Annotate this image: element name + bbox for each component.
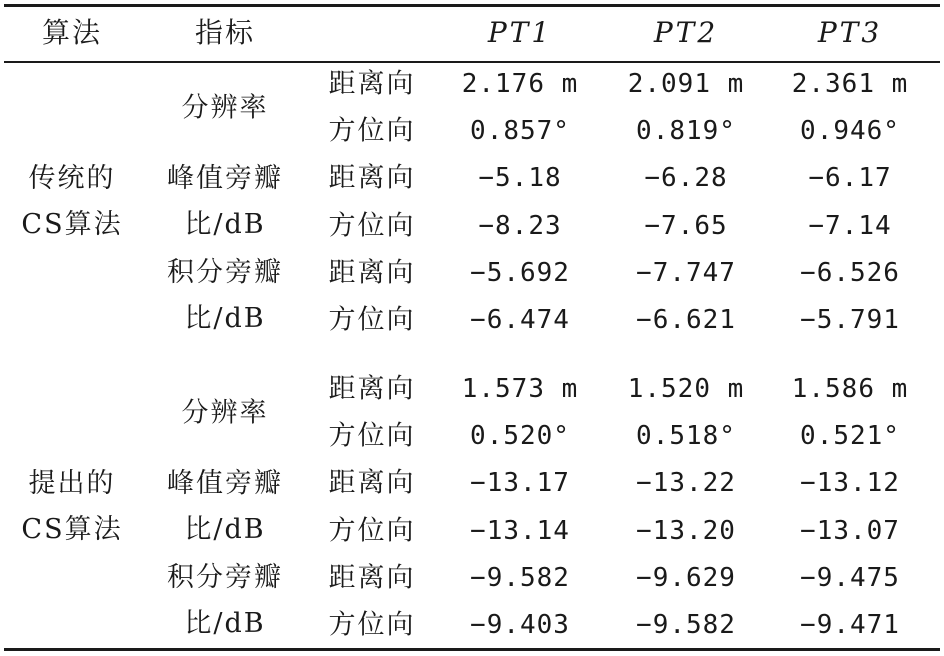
direction-label: 方位向 [328,515,416,547]
table-bottom-rule [4,648,940,651]
value-pt3: −9.475 [800,562,900,593]
algorithm-label-line: 传统的 [28,163,116,194]
value-pt1: 0.520° [470,421,570,452]
metric-label-line: 比/dB [184,209,266,240]
value-pt1: 1.573 m [461,374,579,404]
direction-label: 距离向 [328,562,416,594]
metric-label: 分辨率 [181,92,269,124]
metric-label-line: 峰值旁瓣 [167,163,283,194]
direction-label: 方位向 [328,420,416,452]
value-pt1: −5.18 [478,163,562,194]
table-header-rule [4,61,940,63]
value-pt2: −9.582 [636,610,736,640]
value-pt1: −13.17 [470,468,570,499]
value-pt2: −13.20 [636,515,736,546]
value-pt3: 0.946° [800,116,900,147]
value-pt1: 2.176 m [461,69,579,99]
metric-label-line: 积分旁瓣 [167,562,283,594]
value-pt2: 0.819° [636,116,736,147]
direction-label: 距离向 [328,373,416,405]
direction-label: 方位向 [328,210,416,242]
value-pt3: 1.586 m [791,374,909,404]
value-pt1: −9.582 [470,562,570,593]
metric-label-line: 比/dB [184,514,266,545]
direction-label: 方位向 [328,609,416,641]
value-pt2: −13.22 [636,468,736,499]
value-pt3: 2.361 m [791,69,909,99]
value-pt2: −7.65 [644,210,728,241]
value-pt2: −6.28 [644,163,728,194]
value-pt1: −6.474 [470,305,570,335]
value-pt2: −6.621 [636,305,736,335]
value-pt2: 2.091 m [627,69,745,99]
direction-label: 距离向 [328,467,416,499]
metric-label [167,461,283,553]
value-pt1: 0.857° [470,116,570,147]
direction-label: 方位向 [328,115,416,147]
table-top-rule [4,4,940,7]
metric-label-line: 比/dB [184,608,266,640]
value-pt2: 0.518° [636,421,736,452]
value-pt2: −7.747 [636,257,736,288]
metric-label-line: 积分旁瓣 [167,257,283,289]
header-pt3: PT3 [817,16,883,49]
algorithm-label [21,156,122,248]
value-pt3: −7.14 [808,210,892,241]
header-pt1: PT1 [487,16,553,49]
algorithm-label-line: 提出的 [28,468,116,499]
direction-label: 距离向 [328,257,416,289]
direction-label: 方位向 [328,304,416,336]
value-pt3: 0.521° [800,421,900,452]
value-pt3: −13.07 [800,515,900,546]
value-pt1: −8.23 [478,210,562,241]
value-pt3: −6.526 [800,257,900,288]
value-pt3: −13.12 [800,468,900,499]
metric-label [167,555,283,647]
metric-label [167,250,283,342]
value-pt3: −6.17 [808,163,892,194]
value-pt1: −13.14 [470,515,570,546]
value-pt3: −9.471 [800,610,900,640]
value-pt1: −5.692 [470,257,570,288]
metric-label-line: 峰值旁瓣 [167,468,283,499]
header-algorithm: 算法 [41,16,103,49]
value-pt3: −5.791 [800,305,900,335]
metric-label [167,156,283,248]
header-metric: 指标 [194,16,256,49]
value-pt2: 1.520 m [627,374,745,404]
algorithm-label-line: CS算法 [21,209,123,240]
header-pt2: PT2 [653,16,719,49]
direction-label: 距离向 [328,162,416,194]
algorithm-label [21,461,122,553]
metric-label-line: 比/dB [184,303,266,335]
metric-label: 分辨率 [181,397,269,429]
algorithm-label-line: CS算法 [21,514,123,545]
value-pt2: −9.629 [636,562,736,593]
value-pt1: −9.403 [470,610,570,640]
direction-label: 距离向 [328,68,416,100]
